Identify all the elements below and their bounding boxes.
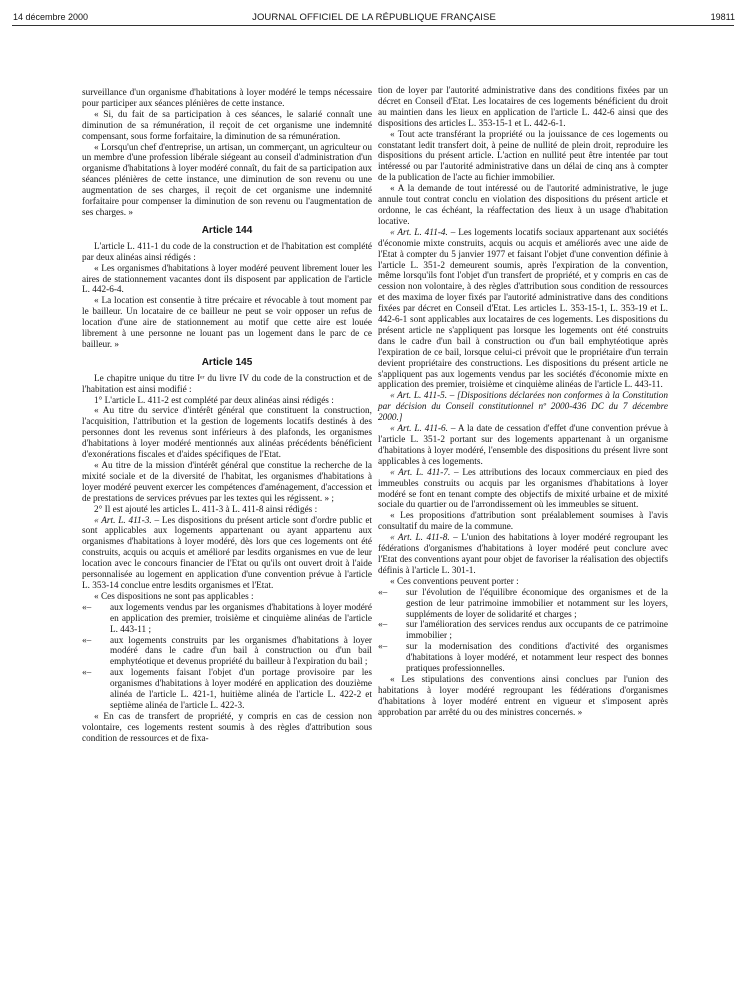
page-header [0, 0, 748, 26]
list-item: «– aux logements vendus par les organismes d'habitations à loyer modéré en application des premier, troisième et cinquième alinéas de l'article L. 443-11 ; [94, 603, 372, 636]
list-item: «– aux logements faisant l'objet d'un portage provisoire par les organismes d'habitations à loyer modéré en application des douzième alinéa de l'article L. 421-1, huitième alinéa de l'article L. 422-2 et septième alinéa de l'article L. 422-3. [94, 668, 372, 712]
paragraph: « Les stipulations des conventions ainsi conclues par l'union des habitations à loyer modéré regroupant les fédérations d'organismes d'habitations à loyer modéré entrent en vigueur et s'imposent après approbation par arrêté du ou des ministres concernés. » [378, 674, 668, 718]
paragraph: « Ces dispositions ne sont pas applicables : [94, 591, 254, 602]
article-paragraph [82, 516, 372, 592]
paragraph: « Si, du fait de sa participation à ces séances, le salarié connaît une diminution de sa rémunération, il reçoit de cet organisme une indemnité compensant, sous forme forfaitaire, la diminution de sa rémunération. [82, 109, 372, 142]
paragraph: « Les propositions d'attribution sont préalablement soumises à l'avis consultatif du maire de la commune. [378, 511, 668, 533]
list-item: «– aux logements construits par les organismes d'habitations à loyer modéré dans le cadre d'un bail à construction ou d'un bail emphytéotique et devenus propriété du bailleur à l'expiration du bail ; [94, 636, 372, 669]
paragraph: 1° L'article L. 411-2 est complété par deux alinéas ainsi rédigés : [94, 395, 334, 406]
article-paragraph [378, 533, 668, 577]
article-heading: Article 144 [201, 224, 253, 236]
article-reference: « Art. L. 411-3. [94, 515, 152, 526]
header-date: 14 décembre 2000 [13, 12, 89, 22]
paragraph: « Au titre de la mission d'intérêt général que constitue la recherche de la mixité sociale et de la diversité de l'habitat, les organismes d'habitations à loyer modéré peuvent exercer les compétences d'aménagement, d'accession et de prestations de services prévues par les textes qui les régissent. » ; [82, 461, 372, 504]
paragraph: Le chapitre unique du titre Iᵉʳ du livre IV du code de la construction et de l'habitation est ainsi modifié : [82, 373, 372, 395]
paragraph: « Lorsqu'un chef d'entreprise, un artisan, un commerçant, un agriculteur ou un membre d'une profession libérale siégeant au conseil d'administration d'un organisme d'habitations à loyer modéré connaît, du fait de sa participation aux séances plénières de cette instance, une diminution de son revenu ou une augmentation de ses charges, il reçoit de cet organisme une indemnité forfaitaire pour compenser la diminution de son revenu ou l'augmentation de ses charges. » [82, 142, 372, 218]
paragraph: « Tout acte transférant la propriété ou la jouissance de ces logements ou constatant ledit transfert doit, à peine de nullité de plein droit, reproduire les dispositions du présent article. L'action en nullité peut être intentée par tout intéressé ou par l'autorité administrative dans un délai de cinq ans à compter de la publication de l'acte au fichier immobilier. [378, 129, 668, 184]
paragraph: « A la demande de tout intéressé ou de l'autorité administrative, le juge annule tout contrat conclu en violation des dispositions du présent article et ordonne, le cas échéant, la réaffectation des lieux à un usage d'habitation locative. [378, 184, 668, 227]
article-text: – Les attributions des locaux commerciaux en pied des immeubles construits ou acquis par les organismes d'habitations à loyer modéré se font en tenant compte des objectifs de mixité urbaine et de mixité sociale du quartier ou de l'arrondissement où les immeubles se situent. [378, 467, 668, 511]
article-text: – Les dispositions du présent article sont d'ordre public et sont applicables aux logements appartenant ou ayant appartenu aux organismes d'habitations à loyer modéré, dès lors que ces logements ont été construits, acquis ou acquis et amélioré par lesdits organismes en vue de leur location avec le concours financier de l'Etat ou qu'ils ont ouvert droit à l'aide personnalisée au logement en application d'une convention prévue à l'article L. 353-14 conclue entre lesdits organismes et l'Etat. [82, 515, 372, 591]
article-text: – A la date de cessation d'effet d'une convention prévue à l'article L. 351-2 portant sur des logements appartenant à un organisme d'habitations à loyer modéré, l'ensemble des dispositions du présent livre sont applicables à ces logements. [378, 424, 668, 467]
article-text: – Les logements locatifs sociaux appartenant aux sociétés d'économie mixte construits, acquis ou acquis et améliorés avec une aide de l'Etat à compter du 5 janvier 1977 et faisant l'objet d'une convention définie à l'article L. 351-2 demeurent soumis, après l'expiration de la convention, même lorsqu'ils font l'objet d'un transfert de propriété, et y compris en cas de cession non volontaire, à des règles d'attribution sous condition de ressources et des maxima de loyer fixés par l'autorité administrative dans des conditions fixées par décret en Conseil d'Etat. Les articles L. 353-15-1, L. 353-19 et L. 442-6-1 sont applicables aux locataires de ces logements. Les dispositions du présent article ne s'appliquent pas lorsque les logements ont été construits dans le cadre d'un bail à construction ou d'un bail emphytéotique après l'expiration de ce bail, lorsque celui-ci prévoit que le propriétaire d'un terrain devient propriétaire des constructions. Les dispositions du présent article ne s'appliquent pas aux logements vendus par les sociétés d'économie mixte en application des premier, troisième et cinquième alinéas de l'article L. 443-11. [378, 227, 668, 391]
paragraph: surveillance d'un organisme d'habitations à loyer modéré le temps nécessaire pour participer aux séances plénières de cette instance. [82, 88, 372, 109]
list-item: «– sur l'amélioration des services rendus aux occupants de ce patrimoine immobilier ; [390, 620, 668, 642]
article-paragraph [378, 424, 668, 468]
paragraph: « Au titre du service d'intérêt général que constituent la construction, l'acquisition, l'attribution et la gestion de logements locatifs destinés à des personnes dont les revenus sont inférieurs à des plafonds, les organismes d'habitations à loyer modéré mentionnés aux alinéas précédents bénéficient d'exonérations fiscales et d'aides spécifiques de l'Etat. [82, 406, 372, 461]
list-item: «– sur la modernisation des conditions d'activité des organismes d'habitations à loyer modéré, et notamment leur respect des bonnes pratiques professionnelles. [390, 642, 668, 675]
exception-list [82, 603, 372, 712]
article-paragraph [378, 468, 668, 512]
paragraph: « La location est consentie à titre précaire et révocable à tout moment par le bailleur. Un locataire de ce bailleur ne peut se voir opposer un refus de location d'une aire de stationnement au motif que cette aire est louée librement à une personne ne louant pas un logement dans le parc de ce bailleur. » [82, 296, 372, 350]
paragraph: 2° Il est ajouté les articles L. 411-3 à L. 411-8 ainsi rédigés : [94, 504, 318, 515]
article-heading: Article 145 [201, 356, 253, 368]
journal-title: JOURNAL OFFICIEL DE LA RÉPUBLIQUE FRANÇAISE [252, 12, 496, 23]
right-column [378, 86, 668, 719]
header-rule [12, 25, 734, 26]
article-reference: « Art. L. 411-4. [390, 227, 448, 238]
article-paragraph [378, 228, 668, 392]
convention-list [378, 588, 668, 675]
article-text: – L'union des habitations à loyer modéré regroupant les fédérations d'organismes d'habitations à loyer modéré peut conclure avec l'Etat des conventions ayant pour objet de favoriser la réalisation des objectifs définis à l'article L. 301-1. [378, 533, 668, 576]
article-reference: « Art. L. 411-7. [390, 467, 451, 478]
list-item: «– sur l'évolution de l'équilibre économique des organismes et de la gestion de leur patrimoine immobilier et notamment sur les loyers, suppléments de loyer de solidarité et charges ; [390, 588, 668, 621]
paragraph: tion de loyer par l'autorité administrative dans des conditions fixées par un décret en Conseil d'Etat. Les locataires de ces logements bénéficient du droit au maintien dans les lieux en application de l'article L. 442-6 ainsi que des dispositions des articles L. 353-15-1 et L. 442-6-1. [378, 86, 668, 129]
page-number: 19811 [710, 12, 735, 22]
left-column [82, 88, 372, 745]
paragraph: « Les organismes d'habitations à loyer modéré peuvent librement louer les aires de stationnement vacantes dont ils disposent par application de l'article L. 442-6-4. [82, 263, 372, 296]
article-reference: « Art. L. 411-8. [390, 533, 450, 544]
article-reference: « Art. L. 411-6. [390, 424, 448, 435]
paragraph: « En cas de transfert de propriété, y compris en cas de cession non volontaire, ces logements restent soumis à des règles d'attribution sous condition de ressources et de fixa- [82, 711, 372, 744]
censored-article: « Art. L. 411-5. – [Dispositions déclarées non conformes à la Constitution par décision du Conseil constitutionnel nº 2000-436 DC du 7 décembre 2000.] [378, 391, 668, 424]
paragraph: L'article L. 411-1 du code de la construction et de l'habitation est complété par deux alinéas ainsi rédigés : [82, 241, 372, 263]
paragraph: « Ces conventions peuvent porter : [390, 576, 519, 587]
